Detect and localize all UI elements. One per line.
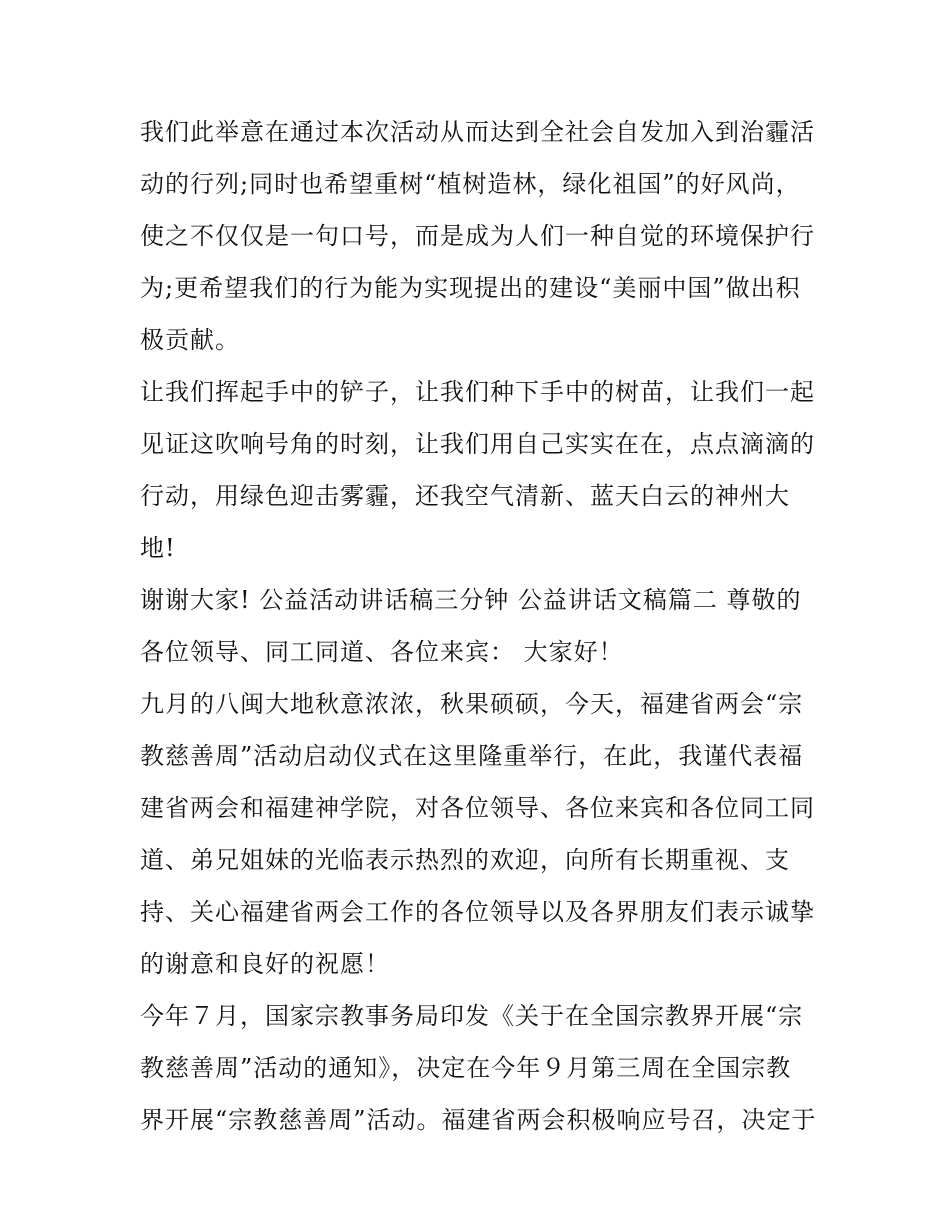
- document-body: [140, 106, 820, 1146]
- text-line: 今年７月，国家宗教事务局印发《关于在全国宗教界开展“宗: [140, 1002, 804, 1030]
- text-line: 建省两会和福建神学院，对各位领导、各位来宾和各位同工同: [140, 794, 815, 822]
- text-line: 极贡献。: [140, 326, 240, 354]
- text-line: 各位领导、同工同道、各位来宾： 大家好！: [140, 638, 624, 666]
- text-line: 谢谢大家! 公益活动讲话稿三分钟 公益讲话文稿篇二 尊敬的: [140, 586, 802, 614]
- text-line: 地!: [140, 534, 176, 562]
- text-line: 见证这吹响号角的时刻，让我们用自己实实在在，点点滴滴的: [140, 430, 815, 458]
- text-line: 教慈善周”活动启动仪式在这里隆重举行，在此，我谨代表福: [140, 742, 804, 770]
- text-line: 教慈善周”活动的通知》，决定在今年９月第三周在全国宗教: [140, 1054, 792, 1082]
- text-line: 持、关心福建省两会工作的各位领导以及各界朋友们表示诚挚: [140, 898, 815, 926]
- text-line: 我们此举意在通过本次活动从而达到全社会自发加入到治霾活: [140, 118, 815, 146]
- text-line: 行动，用绿色迎击雾霾，还我空气清新、蓝天白云的神州大: [140, 482, 790, 510]
- text-line: 道、弟兄姐妹的光临表示热烈的欢迎，向所有长期重视、支: [140, 846, 790, 874]
- text-line: 九月的八闽大地秋意浓浓，秋果硕硕，今天，福建省两会“宗: [140, 690, 804, 718]
- text-line: 动的行列;同时也希望重树“植树造林，绿化祖国”的好风尚，: [140, 170, 801, 198]
- text-line: 使之不仅仅是一句口号，而是成为人们一种自觉的环境保护行: [140, 222, 815, 250]
- text-line: 为;更希望我们的行为能为实现提出的建设“美丽中国”做出积: [140, 274, 801, 302]
- text-line: 界开展“宗教慈善周”活动。福建省两会积极响应号召，决定于: [140, 1106, 817, 1134]
- text-line: 让我们挥起手中的铲子，让我们种下手中的树苗，让我们一起: [140, 378, 815, 406]
- text-line: 的谢意和良好的祝愿！: [140, 950, 390, 978]
